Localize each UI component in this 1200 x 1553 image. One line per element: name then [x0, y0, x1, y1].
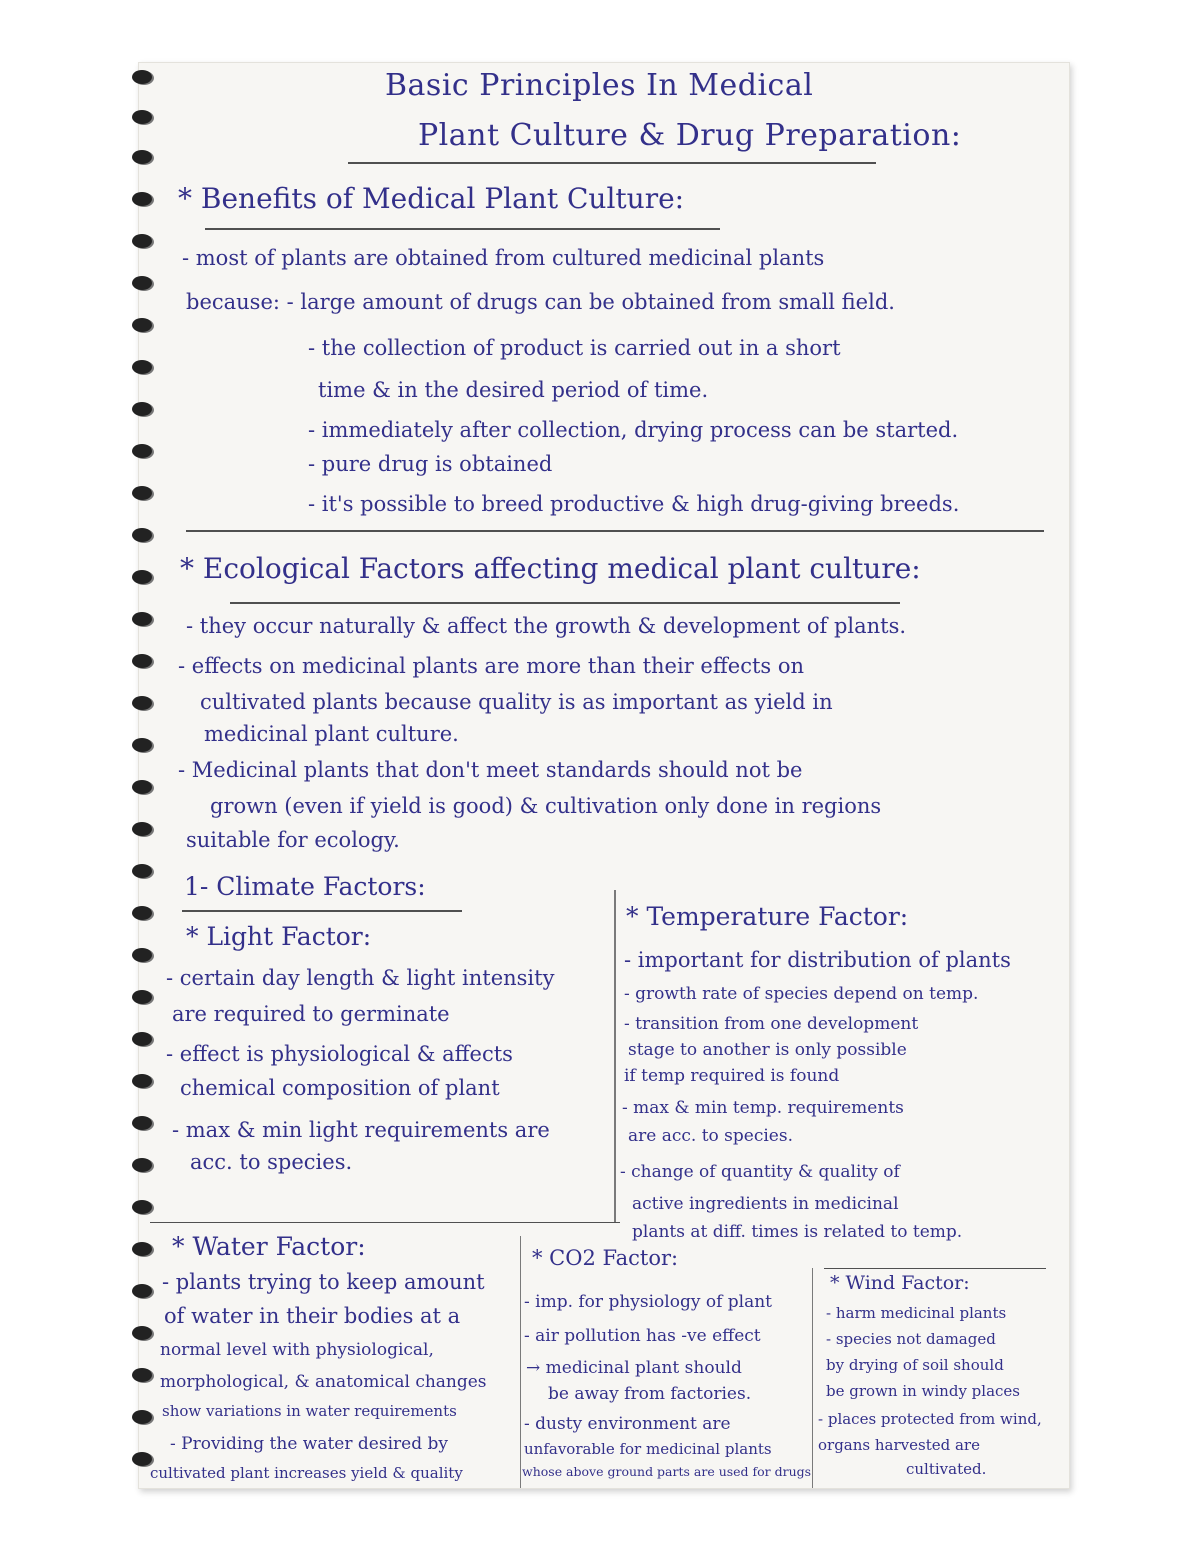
- climate-heading: 1- Climate Factors:: [184, 872, 426, 901]
- temperature-line: plants at diff. times is related to temp.: [632, 1222, 963, 1242]
- wind-line: - species not damaged: [826, 1330, 996, 1348]
- water-line: - Providing the water desired by: [170, 1434, 448, 1454]
- ring: [132, 1242, 152, 1256]
- temperature-line: - transition from one development: [624, 1014, 919, 1034]
- benefits-line: - the collection of product is carried out in a short: [308, 336, 841, 360]
- ring: [132, 276, 152, 290]
- light-line: - certain day length & light intensity: [166, 966, 555, 990]
- water-line: morphological, & anatomical changes: [160, 1372, 487, 1392]
- ring: [132, 70, 152, 84]
- water-line: normal level with physiological,: [160, 1340, 434, 1360]
- co2-line: → medicinal plant should: [526, 1358, 742, 1378]
- ring: [132, 1074, 152, 1088]
- ecological-line: suitable for ecology.: [186, 828, 400, 852]
- wind-line: be grown in windy places: [826, 1382, 1021, 1400]
- ring: [132, 360, 152, 374]
- benefits-line: - it's possible to breed productive & high drug-giving breeds.: [308, 492, 960, 516]
- section-divider: [186, 530, 1044, 532]
- title-underline: [348, 162, 876, 164]
- temperature-line: are acc. to species.: [628, 1126, 793, 1146]
- ecological-line: - Medicinal plants that don't meet standards should not be: [178, 758, 803, 782]
- ring: [132, 654, 152, 668]
- temperature-heading: * Temperature Factor:: [626, 902, 909, 931]
- column-divider: [812, 1268, 813, 1488]
- climate-underline: [182, 910, 462, 912]
- ring: [132, 318, 152, 332]
- co2-line: whose above ground parts are used for drugs: [522, 1464, 812, 1479]
- benefits-line: because: - large amount of drugs can be obtained from small field.: [186, 290, 895, 314]
- water-line: show variations in water requirements: [162, 1402, 457, 1420]
- ring: [132, 528, 152, 542]
- ecological-line: cultivated plants because quality is as important as yield in: [200, 690, 833, 714]
- water-line: - plants trying to keep amount: [162, 1270, 485, 1294]
- temperature-line: if temp required is found: [624, 1066, 840, 1086]
- ring: [132, 948, 152, 962]
- wind-line: cultivated.: [906, 1460, 987, 1478]
- ecological-underline: [230, 602, 900, 604]
- ring: [132, 570, 152, 584]
- co2-line: - dusty environment are: [524, 1414, 731, 1434]
- benefits-line: - most of plants are obtained from cultured medicinal plants: [182, 246, 825, 270]
- ring: [132, 444, 152, 458]
- light-heading: * Light Factor:: [186, 922, 372, 951]
- ring: [132, 150, 152, 164]
- ring: [132, 1032, 152, 1046]
- co2-line: - air pollution has -ve effect: [524, 1326, 761, 1346]
- ring: [132, 864, 152, 878]
- benefits-line: - pure drug is obtained: [308, 452, 553, 476]
- light-line: - effect is physiological & affects: [166, 1042, 513, 1066]
- co2-line: - imp. for physiology of plant: [524, 1292, 773, 1312]
- light-line: chemical composition of plant: [180, 1076, 500, 1100]
- ring: [132, 1368, 152, 1382]
- ecological-line: - they occur naturally & affect the growth & development of plants.: [186, 614, 907, 638]
- ecological-line: - effects on medicinal plants are more than their effects on: [178, 654, 805, 678]
- water-line: of water in their bodies at a: [164, 1304, 461, 1328]
- ring: [132, 1158, 152, 1172]
- ring: [132, 1200, 152, 1214]
- ring: [132, 402, 152, 416]
- ring: [132, 234, 152, 248]
- temperature-line: active ingredients in medicinal: [632, 1194, 899, 1214]
- wind-line: organs harvested are: [818, 1436, 980, 1454]
- ring: [132, 1284, 152, 1298]
- ring: [132, 192, 152, 206]
- ring: [132, 822, 152, 836]
- water-heading: * Water Factor:: [172, 1232, 366, 1261]
- column-divider: [520, 1236, 521, 1488]
- ring: [132, 1116, 152, 1130]
- ecological-line: grown (even if yield is good) & cultivation only done in regions: [210, 794, 882, 818]
- temperature-line: - growth rate of species depend on temp.: [624, 984, 979, 1004]
- ring: [132, 612, 152, 626]
- benefits-heading: * Benefits of Medical Plant Culture:: [178, 182, 685, 215]
- wind-heading: * Wind Factor:: [830, 1272, 970, 1294]
- temperature-line: - max & min temp. requirements: [622, 1098, 904, 1118]
- benefits-line: time & in the desired period of time.: [318, 378, 709, 402]
- ecological-heading: * Ecological Factors affecting medical plant culture:: [180, 552, 921, 585]
- page-title-line1: Basic Principles In Medical: [385, 68, 814, 103]
- ring: [132, 1452, 152, 1466]
- benefits-line: - immediately after collection, drying process can be started.: [308, 418, 959, 442]
- co2-line: be away from factories.: [548, 1384, 752, 1404]
- grid-line: [150, 1222, 620, 1223]
- temperature-line: stage to another is only possible: [628, 1040, 907, 1060]
- light-line: acc. to species.: [190, 1150, 353, 1174]
- ring: [132, 110, 152, 124]
- co2-heading: * CO2 Factor:: [532, 1246, 679, 1270]
- column-divider: [614, 890, 616, 1222]
- benefits-underline: [205, 228, 720, 230]
- light-line: - max & min light requirements are: [172, 1118, 550, 1142]
- ring: [132, 696, 152, 710]
- wind-line: - harm medicinal plants: [826, 1304, 1007, 1322]
- ring: [132, 738, 152, 752]
- spiral-binding: [126, 70, 166, 1510]
- ring: [132, 906, 152, 920]
- co2-line: unfavorable for medicinal plants: [524, 1440, 772, 1458]
- wind-line: - places protected from wind,: [818, 1410, 1042, 1428]
- ring: [132, 486, 152, 500]
- temperature-line: - important for distribution of plants: [624, 948, 1011, 972]
- wind-line: by drying of soil should: [826, 1356, 1004, 1374]
- page-title-line2: Plant Culture & Drug Preparation:: [418, 118, 962, 153]
- ring: [132, 1326, 152, 1340]
- temperature-line: - change of quantity & quality of: [620, 1162, 900, 1182]
- ring: [132, 780, 152, 794]
- grid-line: [824, 1268, 1046, 1269]
- light-line: are required to germinate: [172, 1002, 450, 1026]
- ring: [132, 990, 152, 1004]
- water-line: cultivated plant increases yield & quality: [150, 1464, 463, 1482]
- ecological-line: medicinal plant culture.: [204, 722, 459, 746]
- ring: [132, 1410, 152, 1424]
